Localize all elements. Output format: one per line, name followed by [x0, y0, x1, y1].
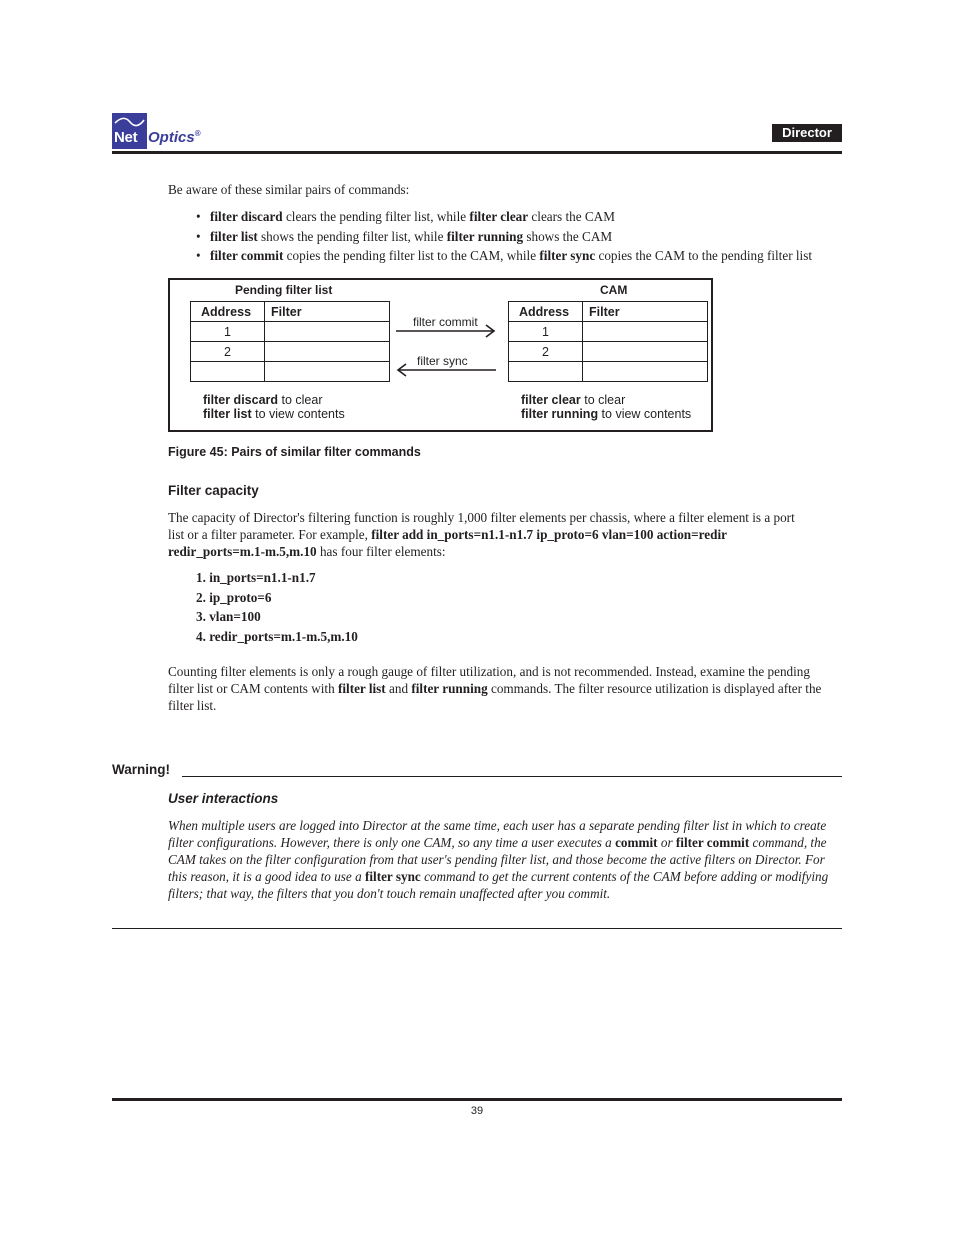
left-arrow-icon: [394, 363, 498, 377]
cam-title: CAM: [600, 283, 628, 297]
warning-rule: [182, 776, 842, 777]
pending-list-title: Pending filter list: [235, 283, 333, 297]
filter-sync-label: filter sync: [417, 354, 468, 368]
address-header: Address: [191, 302, 265, 322]
filter-header: Filter: [583, 302, 708, 322]
list-item: • filter discard clears the pending filter list, while filter clear clears the CAM: [196, 207, 812, 227]
cam-table: [508, 301, 708, 382]
pending-filter-table: [190, 301, 390, 382]
right-arrow-icon: [394, 324, 498, 338]
logo-net-text: Net: [114, 129, 138, 146]
table-row: [191, 362, 390, 382]
table-row: 1: [509, 322, 708, 342]
list-item: 4. redir_ports=m.1-m.5,m.10: [196, 628, 358, 644]
address-header: Address: [509, 302, 583, 322]
warning-title: User interactions: [168, 791, 279, 806]
warning-bottom-rule: [112, 928, 842, 929]
table-row: 1: [191, 322, 390, 342]
logo-optics-text: Optics®: [148, 129, 201, 146]
intro-text: Be aware of these similar pairs of commands:: [168, 182, 410, 197]
list-item: • filter commit copies the pending filter list to the CAM, while filter sync copies the CAM to the pending filter list: [196, 246, 812, 266]
figure-caption: Figure 45: Pairs of similar filter commands: [168, 445, 421, 459]
filter-header: Filter: [265, 302, 390, 322]
table-row: [509, 362, 708, 382]
warning-text: When multiple users are logged into Director at the same time, each user has a separate pending filter list in which to create filter configurations. However, there is only one CAM, so any time a user executes a commit or filter commit command, the CAM takes on the filter configuration from that user's pending filter list, and those become the active filters on Director. For this reason, it is a good idea to use a filter sync command to get the current contents of the CAM before adding or modifying filters; that way, the filters that you don't touch remain unaffected after you commit.: [168, 818, 829, 901]
table-row: 2: [191, 342, 390, 362]
warning-label: Warning!: [112, 762, 170, 777]
footer-rule: [112, 1098, 842, 1101]
netoptics-logo: [112, 113, 212, 149]
list-item: • filter list shows the pending filter list, while filter running shows the CAM: [196, 227, 812, 247]
filter-commit-label: filter commit: [413, 315, 478, 329]
table-row: 2: [509, 342, 708, 362]
header-rule: [112, 151, 842, 154]
filter-commands-figure: [168, 278, 713, 432]
list-item: 3. vlan=100: [196, 609, 261, 624]
command-pairs-list: [196, 207, 812, 266]
section-heading: Filter capacity: [168, 483, 259, 498]
capacity-paragraph: The capacity of Director's filtering function is roughly 1,000 filter elements per chassis, where a filter element is a port list or a filter parameter. For example, filter add in_ports=n1.1-n1.7 ip_proto=6 vlan=100 action=redir redir_ports=m.1-m.5,m.10 has four filter elements:: [168, 510, 795, 559]
wave-icon: [114, 117, 145, 127]
cam-caption: filter clear to clear filter running to view contents: [521, 393, 692, 421]
logo-badge: [112, 113, 147, 149]
page-number: 39: [470, 1105, 484, 1117]
filter-elements-list: [196, 568, 358, 646]
list-item: 1. in_ports=n1.1-n1.7: [196, 570, 316, 585]
section-tag: Director: [772, 124, 842, 142]
list-item: 2. ip_proto=6: [196, 589, 272, 605]
utilization-paragraph: Counting filter elements is only a rough gauge of filter utilization, and is not recommended. Instead, examine the pending filter list or CAM contents with filter list and filter running commands. The filter resource utilization is displayed after the filter list.: [168, 664, 822, 713]
pending-list-caption: filter discard to clear filter list to view contents: [203, 393, 345, 421]
